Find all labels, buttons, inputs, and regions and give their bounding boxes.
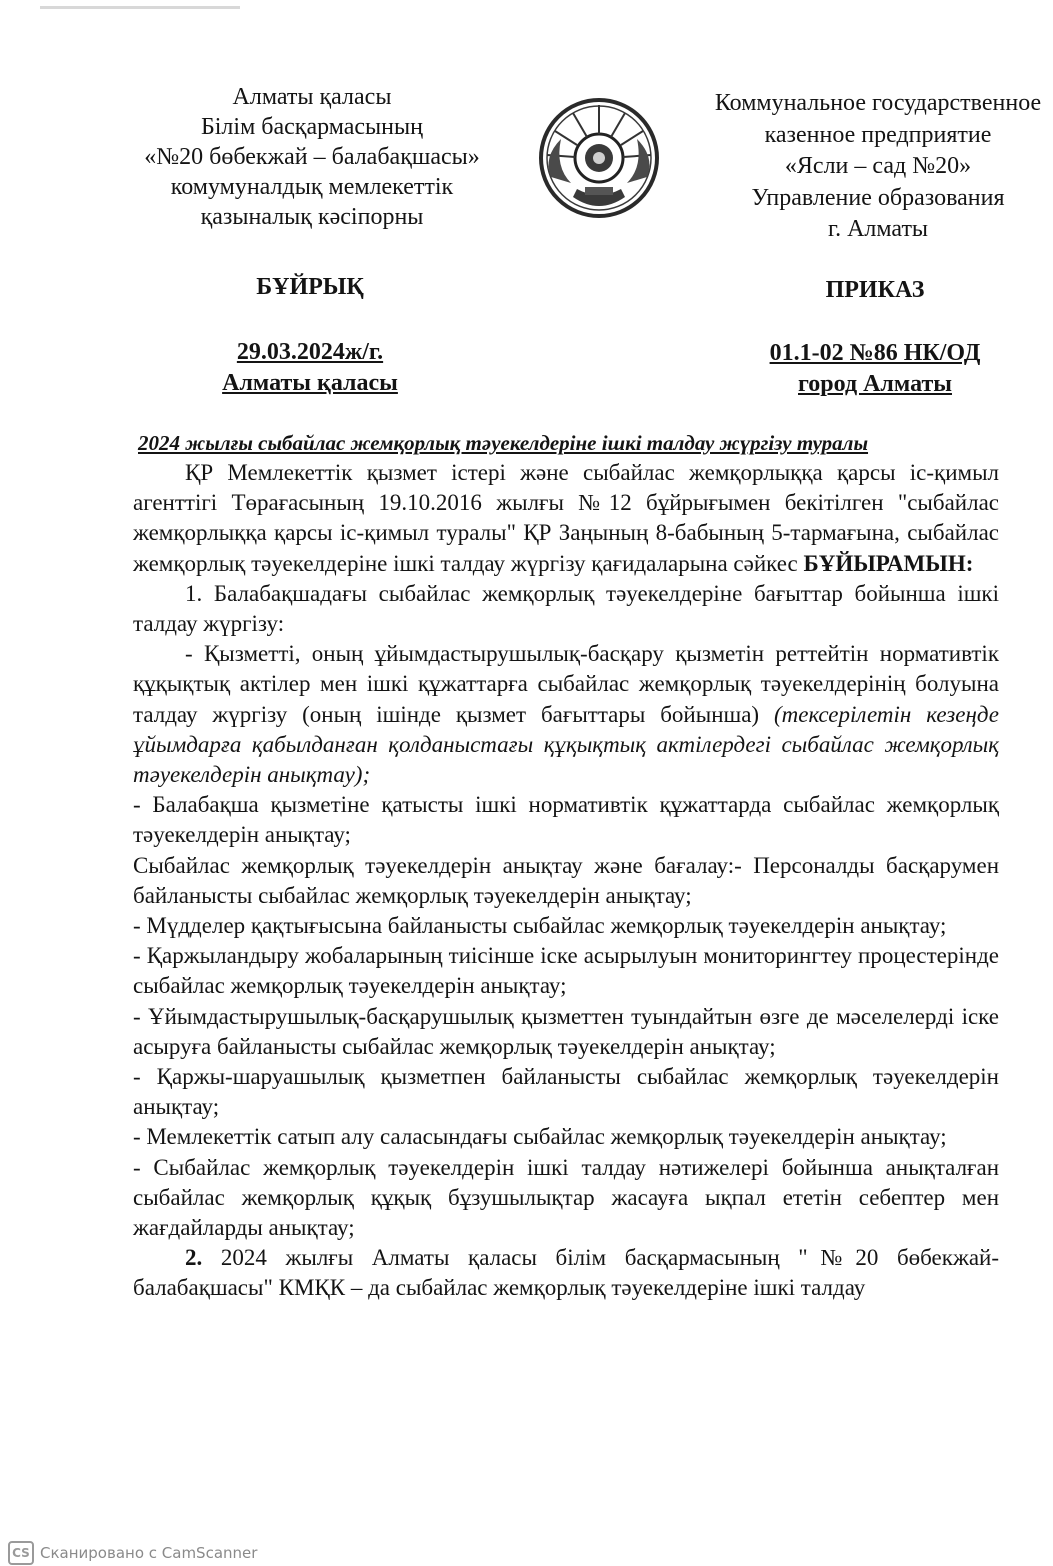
org-header-kazakh — [112, 82, 512, 232]
item-number: 2. — [185, 1245, 203, 1271]
org-header-line: Алматы қаласы — [232, 84, 392, 110]
org-header-line: «№20 бөбекжай – балабақшасы» — [144, 144, 480, 170]
scanner-watermark — [8, 1540, 257, 1566]
org-header-line: «Ясли – сад №20» — [784, 153, 972, 179]
intro-order-word: БҰЙЫРАМЫН: — [803, 550, 974, 576]
org-header-line: г. Алматы — [827, 216, 929, 242]
org-header-line: Управление образования — [751, 184, 1005, 211]
item-text: 2024 жылғы Алматы қаласы білім басқармасының "№20 бөбекжай-балабақшасы" КМҚК – да сыбайлас жемқорлық тәуекелдеріне ішкі талдау — [133, 1245, 1000, 1301]
bullet-item — [133, 639, 999, 790]
order-place-russian: город Алматы — [798, 371, 952, 397]
bullet-item: - Балабақша қызметіне қатысты ішкі нормативтік құжаттарда сыбайлас жемқорлық тәуекелдерін анықтау; — [133, 792, 999, 848]
org-header-russian — [683, 88, 1053, 246]
scanner-watermark-text: Сканировано с CamScanner — [40, 1544, 258, 1562]
camscanner-icon: CS — [8, 1541, 34, 1565]
item-2 — [133, 1243, 999, 1303]
org-header-line: қазыналық кәсіпорны — [200, 204, 424, 230]
order-place-kazakh: Алматы қаласы — [222, 370, 398, 396]
bullet-item: - Қаржы-шаруашылық қызметпен байланысты сыбайлас жемқорлық тәуекелдерін анықтау; — [133, 1064, 999, 1120]
org-header-line: комумуналдық мемлекеттік — [170, 174, 454, 200]
bullet-item: - Ұйымдастырушылық-басқарушылық қызметтен туындайтын өзге де мәселелерді іске асыруға байланысты сыбайлас жемқорлық тәуекелдерін анықтау; — [133, 1003, 999, 1059]
document-body — [133, 458, 999, 1304]
bullet-item: Сыбайлас жемқорлық тәуекелдерін анықтау және бағалау:- Персоналды басқарумен байланысты сыбайлас жемқорлық тәуекелдерін анықтау; — [133, 852, 999, 908]
bullet-item: - Мемлекеттік сатып алу саласындағы сыбайлас жемқорлық тәуекелдерін анықтау; — [133, 1124, 947, 1150]
intro-paragraph — [133, 458, 999, 579]
kazakhstan-state-emblem-icon — [533, 97, 666, 220]
bullet-item: - Мүдделер қақтығысына байланысты сыбайлас жемқорлық тәуекелдерін анықтау; — [133, 913, 947, 939]
order-meta-kazakh — [160, 337, 460, 399]
org-header-line: Коммунальное государственное — [714, 90, 1042, 116]
order-date: 29.03.2024ж/г. — [236, 339, 384, 365]
org-header-line: Білім басқармасының — [200, 114, 423, 140]
order-meta-russian — [720, 338, 1030, 400]
bullet-item: - Қаржыландыру жобаларының тиісінше іске асырылуын мониторингтеу процестерінде сыбайлас жемқорлық тәуекелдерін анықтау; — [133, 943, 999, 999]
item-number: 1. — [185, 580, 203, 606]
order-title-kazakh: БҰЙРЫҚ — [256, 274, 364, 300]
order-number: 01.1-02 №86 НК/ОД — [769, 340, 981, 366]
bullet-text: - Қызметті, оның ұйымдастырушылық-басқару қызметін реттейтін нормативтік құқықтық актілер мен ішкі құжаттарға сыбайлас жемқорлық тәуекелдерінің болуына талдау жүргізу (оның ішінде қызмет бағыттары бойынша) — [133, 641, 999, 727]
order-title-russian: ПРИКАЗ — [825, 277, 925, 303]
org-header-line: казенное предприятие — [764, 121, 992, 148]
bullet-italic-note: (тексерілетін кезеңде ұйымдарға қабылданған қолданыстағы құқықтық актілердегі сыбайлас жемқорлық тәуекелдерін анықтау); — [133, 701, 999, 788]
intro-text: ҚР Мемлекеттік қызмет істері және сыбайлас жемқорлыққа қарсы іс-қимыл агенттігі Төрағасының 19.10.2016 жылғы №12 бұйрығымен бекітілген "сыбайлас жемқорлыққа қарсы іс-қимыл туралы" ҚР Заңының 8-бабының 5-тармағына, сыбайлас жемқорлық тәуекелдеріне ішкі талдау жүргізу қағидаларына сәйкес — [133, 460, 999, 576]
bullet-item: - Сыбайлас жемқорлық тәуекелдерін ішкі талдау нәтижелері бойынша анықталған сыбайлас жемқорлық құқық бұзушылықтар жасауға ықпал ететін себептер мен жағдайларды анықтау; — [133, 1154, 999, 1241]
document-subject-title: 2024 жылғы сыбайлас жемқорлық тәуекелдеріне ішкі талдау жүргізу туралы — [138, 431, 869, 455]
item-text: Балабақшадағы сыбайлас жемқорлық тәуекелдеріне бағыттар бойынша ішкі талдау жүргізу: — [133, 580, 1000, 637]
scan-artifact — [40, 6, 240, 9]
item-1 — [133, 579, 999, 639]
